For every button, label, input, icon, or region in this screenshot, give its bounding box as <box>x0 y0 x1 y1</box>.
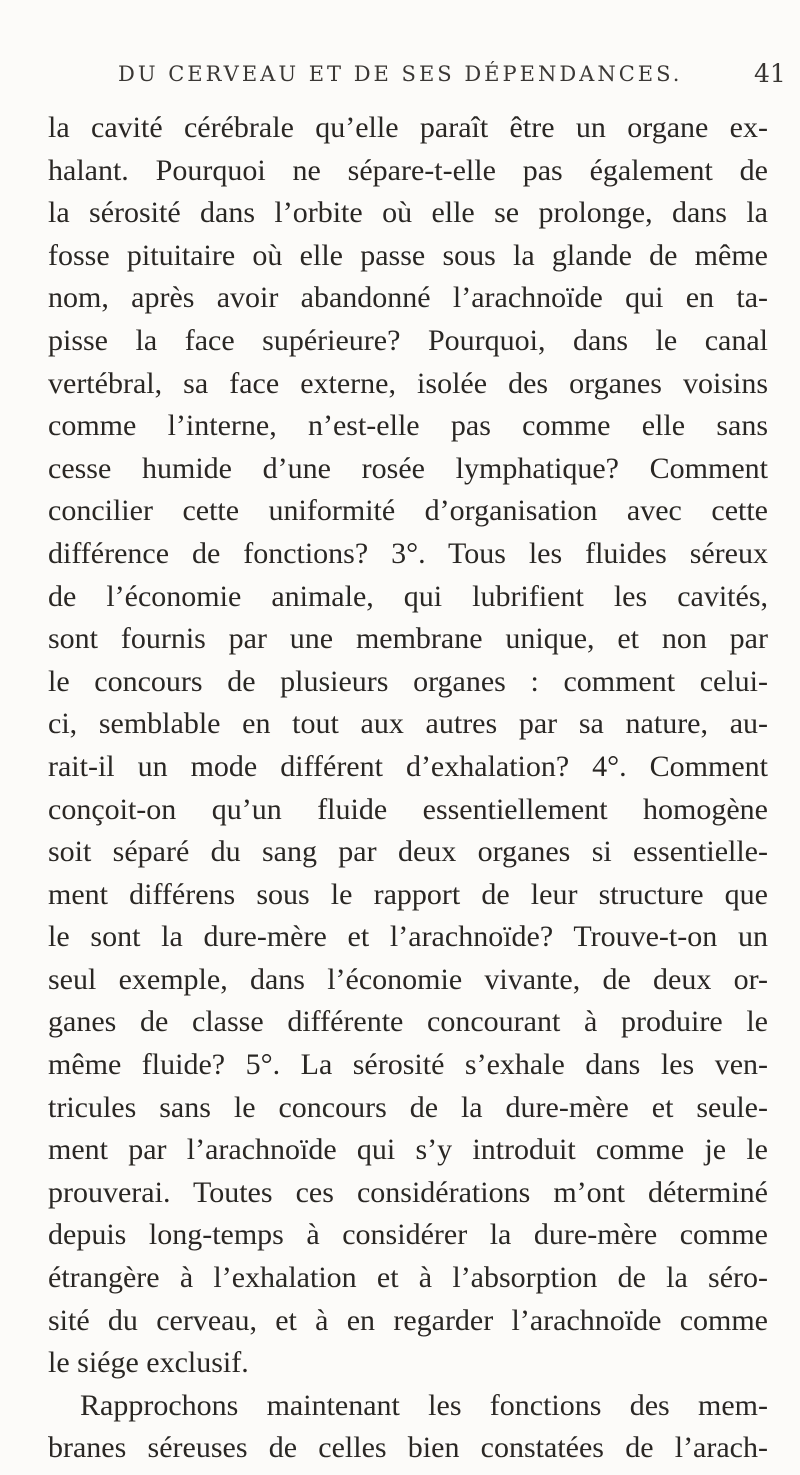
text-line: conçoit-on qu’un fluide essentiellement homogène <box>48 792 768 826</box>
text-line: pisse la face supérieure? Pourquoi, dans le canal <box>48 323 768 357</box>
text-line: ment par l’arachnoïde qui s’y introduit comme je le <box>48 1133 768 1167</box>
text-line: ci, semblable en tout aux autres par sa nature, au- <box>48 707 768 741</box>
text-line: branes séreuses de celles bien constatées de l’arach- <box>48 1431 768 1465</box>
text-line: cesse humide d’une rosée lymphatique? Comment <box>48 451 768 485</box>
text-line: seul exemple, dans l’économie vivante, de deux or- <box>48 962 768 996</box>
text-line: concilier cette uniformité d’organisation avec cette <box>48 494 768 528</box>
text-line: même fluide? 5°. La sérosité s’exhale dans les ven- <box>48 1048 768 1082</box>
text-line-paragraph-start: Rapprochons maintenant les fonctions des mem- <box>80 1388 768 1422</box>
text-line: différence de fonctions? 3°. Tous les fluides séreux <box>48 536 768 570</box>
text-line: tricules sans le concours de la dure-mère et seule- <box>48 1090 768 1124</box>
body-text <box>48 107 768 1470</box>
text-line: comme l’interne, n’est-elle pas comme elle sans <box>48 409 768 443</box>
text-line: nom, après avoir abandonné l’arachnoïde qui en ta- <box>48 281 768 315</box>
text-line: prouverai. Toutes ces considérations m’ont déterminé <box>48 1175 768 1209</box>
text-line: soit séparé du sang par deux organes si essentielle- <box>48 835 768 869</box>
text-line: vertébral, sa face externe, isolée des organes voisins <box>48 366 768 400</box>
text-line: ment différens sous le rapport de leur structure que <box>48 877 768 911</box>
text-line: de l’économie animale, qui lubrifient les cavités, <box>48 579 768 613</box>
page-number: 41 <box>754 59 786 88</box>
text-line: sité du cerveau, et à en regarder l’arachnoïde comme <box>48 1303 768 1337</box>
text-line: étrangère à l’exhalation et à l’absorption de la séro- <box>48 1261 768 1295</box>
text-line: depuis long-temps à considérer la dure-mère comme <box>48 1218 768 1252</box>
text-line-paragraph-end: le siége exclusif. <box>48 1346 249 1380</box>
running-title: DU CERVEAU ET DE SES DÉPENDANCES. <box>118 62 683 86</box>
text-line: la cavité cérébrale qu’elle paraît être un organe ex- <box>48 111 768 144</box>
text-line: halant. Pourquoi ne sépare-t-elle pas également de <box>48 153 768 187</box>
text-line: le concours de plusieurs organes : comment celui- <box>48 664 768 698</box>
text-line: fosse pituitaire où elle passe sous la glande de même <box>48 238 768 272</box>
text-line: sont fournis par une membrane unique, et non par <box>48 622 768 656</box>
text-line: rait-il un mode différent d’exhalation? 4°. Comment <box>48 749 768 783</box>
text-line: le sont la dure-mère et l’arachnoïde? Trouve-t-on un <box>48 920 768 954</box>
running-head <box>0 59 800 102</box>
text-line: la sérosité dans l’orbite où elle se prolonge, dans la <box>48 196 768 230</box>
text-line: ganes de classe différente concourant à produire le <box>48 1005 768 1039</box>
